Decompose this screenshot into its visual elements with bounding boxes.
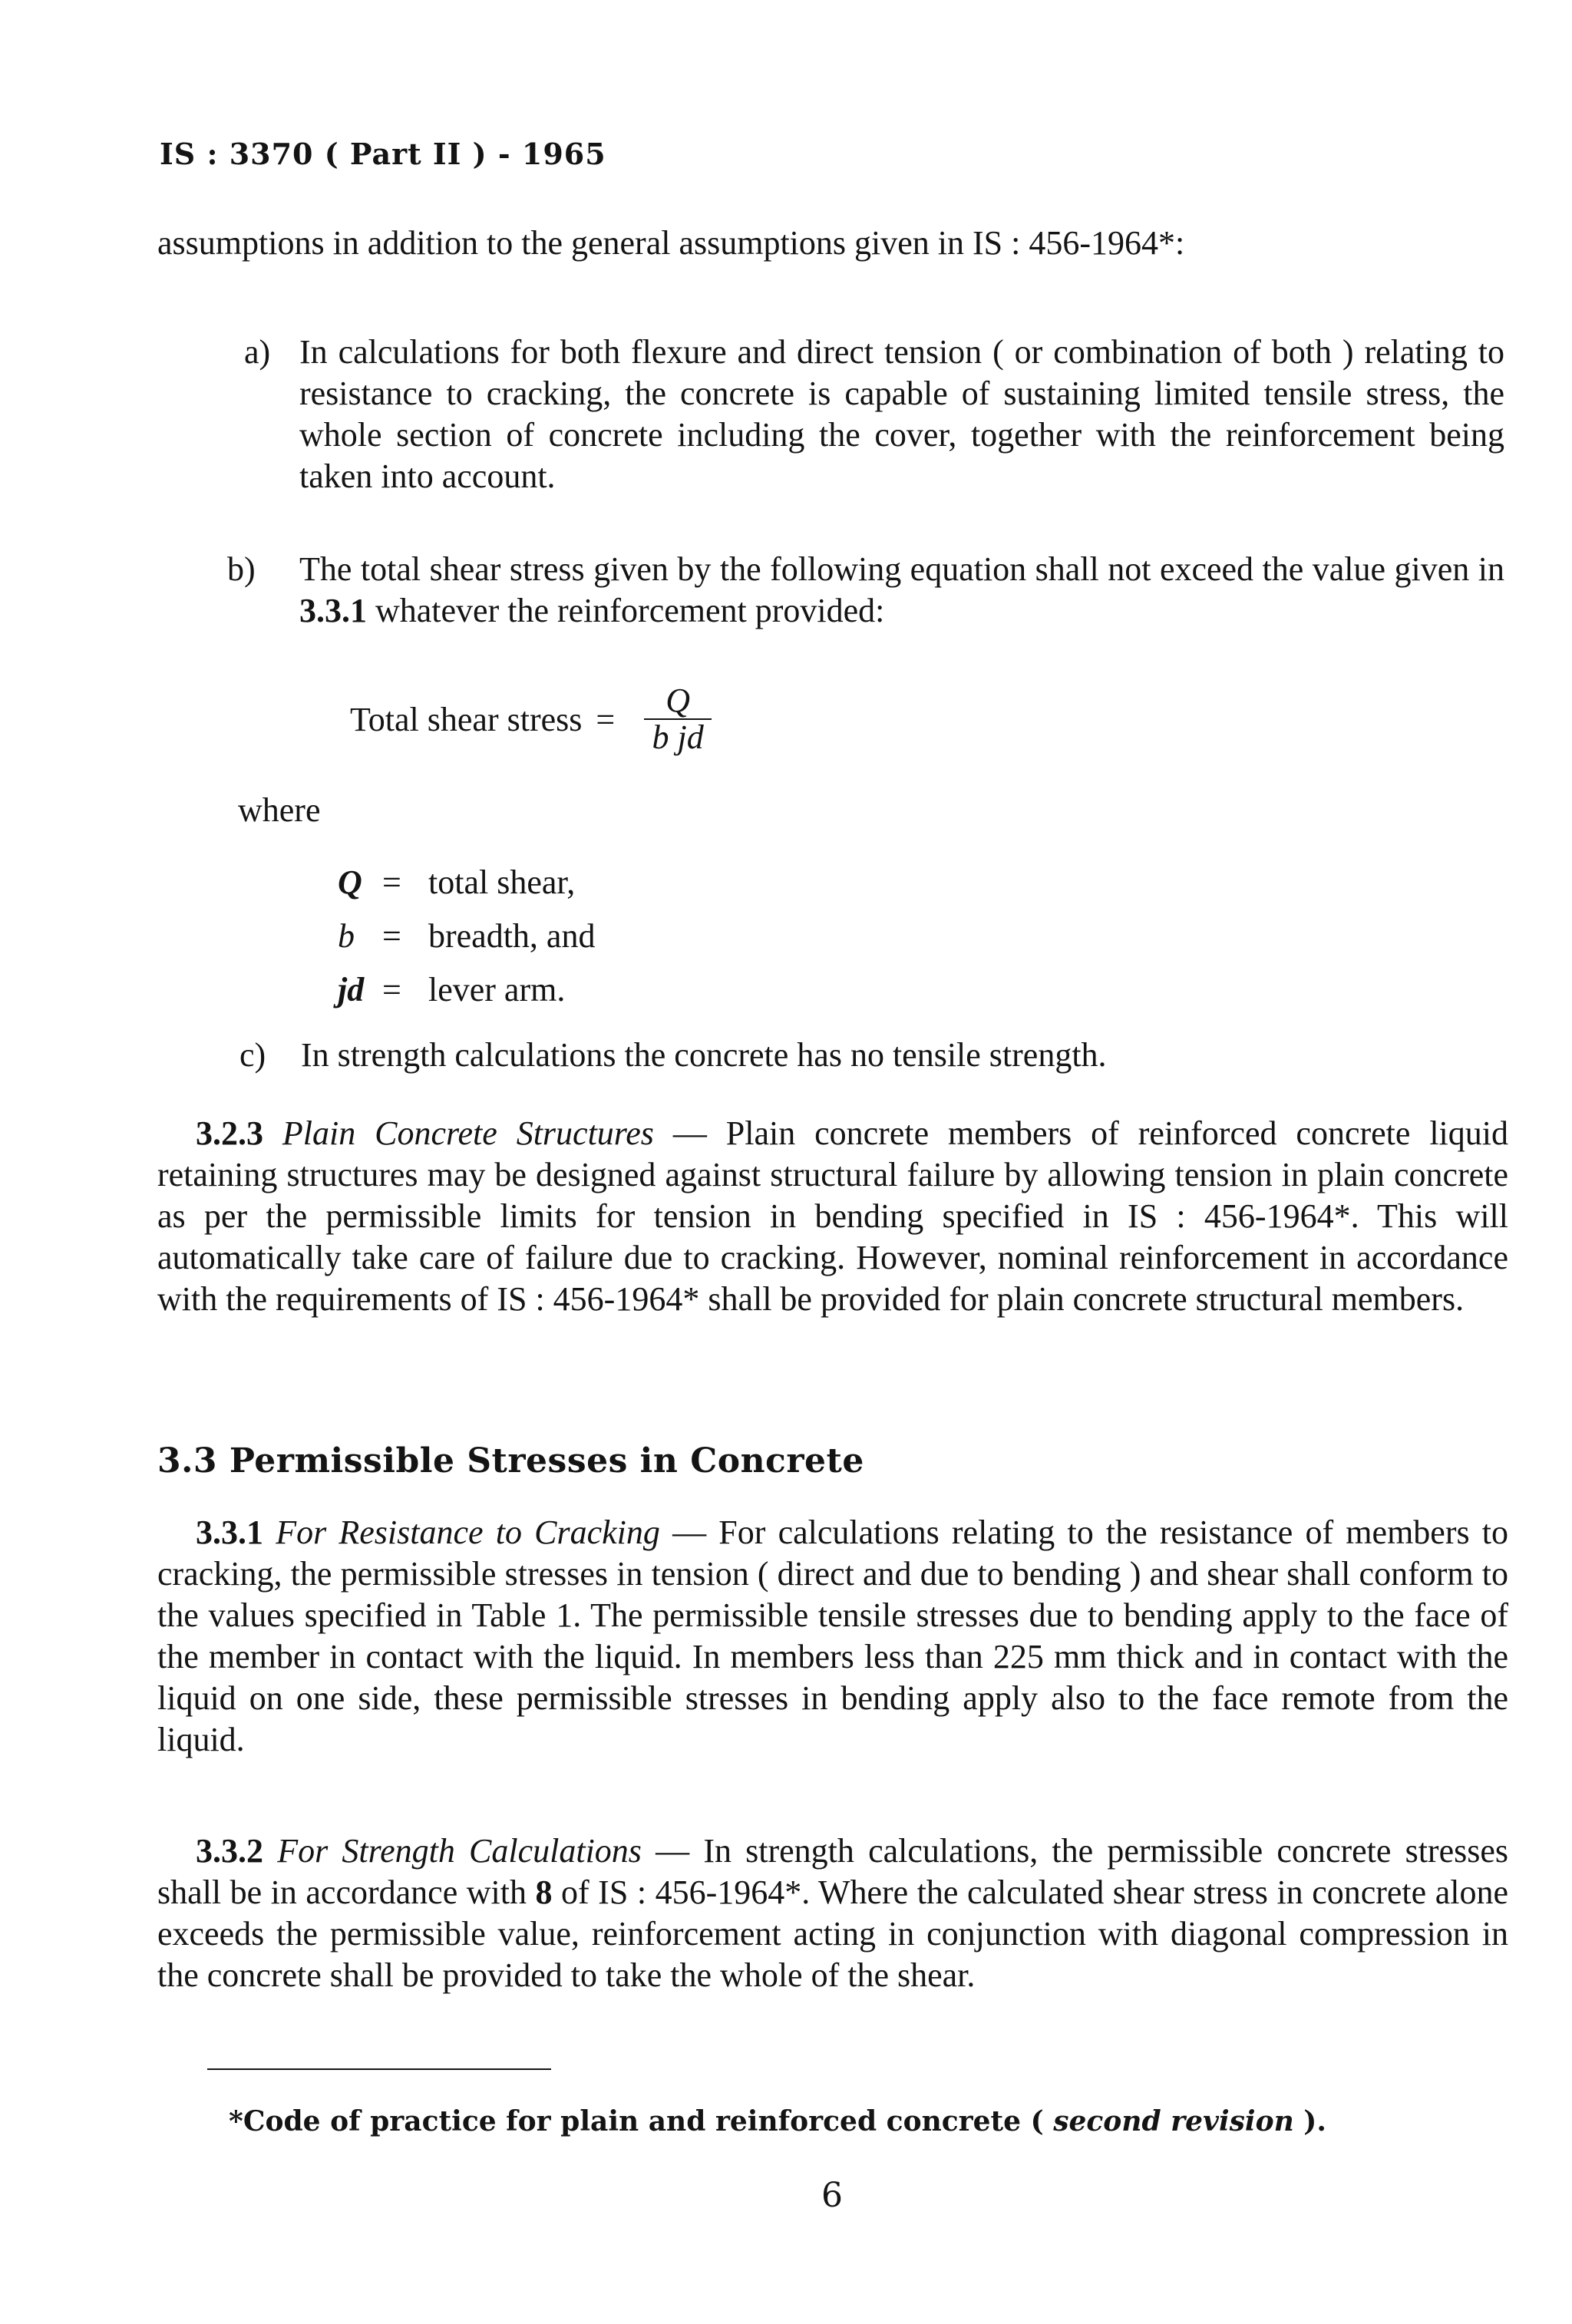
definition-symbol: Q [338,863,362,901]
section-3-2-3 [157,1113,1508,1320]
list-label: b) [227,550,256,588]
intro-paragraph: assumptions in addition to the general assumptions given in IS : 456-1964*: [157,224,1185,262]
shear-stress-formula [350,683,712,755]
definition-row [338,909,595,963]
definition-equals: = [382,917,401,955]
definition-row [338,856,595,909]
footnote-italic: second revision [1053,2105,1294,2137]
footnote-divider [207,2068,551,2070]
symbol-definitions [338,856,595,1017]
section-dash: — [659,1514,719,1551]
section-number: 3.3.2 [196,1832,263,1870]
list-text: In strength calculations the concrete has no tensile strength. [301,1036,1107,1074]
footnote-end: ). [1293,2105,1326,2137]
section-number: 3.2.3 [196,1114,263,1152]
clause-reference: 3.3.1 [299,592,367,629]
definition-symbol: jd [338,971,365,1008]
section-dash: — [641,1832,704,1870]
formula-fraction [644,683,712,755]
section-dash: — [653,1114,726,1152]
text-segment: whatever the reinforcement provided: [367,592,885,629]
definition-equals: = [382,971,401,1008]
definition-meaning: lever arm. [428,971,566,1008]
formula-lhs: Total shear stress [350,700,583,738]
definition-symbol: b [338,917,355,955]
section-3-3-1 [157,1512,1508,1761]
list-label: c) [239,1036,266,1074]
page-number: 6 [821,2176,843,2215]
fraction-numerator: Q [644,683,712,720]
section-title: For Strength Calculations [277,1832,642,1870]
clause-reference: 8 [535,1873,553,1911]
definition-meaning: total shear, [428,863,576,901]
where-label: where [238,791,321,829]
section-text: of IS : 456-1964*. Where the calculated shear stress in concrete alone exceeds the permissible value, reinforcement acting in conjunction with diagonal compression in the concrete shall be provided to take the whole of the shear. [157,1873,1508,1994]
definition-equals: = [382,863,401,901]
section-text: For calculations relating to the resistance of members to cracking, the permissible stresses in tension ( direct and due to bending ) and shear shall conform to the values specified in Table 1. The permissible tensile stresses due to bending apply to the face of the member in contact with the liquid. In members less than 225 mm thick and in contact with the liquid on one side, these permissible stresses in bending apply also to the face remote from the liquid. [157,1514,1509,1758]
text-segment: The total shear stress given by the following equation shall not exceed the value given in [299,550,1504,588]
list-text [299,549,1504,632]
page-header: IS : 3370 ( Part II ) - 1965 [160,137,606,171]
list-text: In calculations for both flexure and direct tension ( or combination of both ) relating to resistance to cracking, the concrete is capable of sustaining limited tensile stress, the whole section of concrete including the cover, together with the reinforcement being taken into account. [299,333,1504,495]
section-text: Plain concrete members of reinforced concrete liquid retaining structures may be designed against structural failure by allowing tension in plain concrete as per the permissible limits for tension in bending specified in IS : 456-1964*. This will automatically take care of failure due to cracking. However, nominal reinforcement in accordance with the requirements of IS : 456-1964* shall be provided for plain concrete structural members. [157,1114,1508,1318]
formula-equals: = [596,700,616,738]
footnote [229,2105,1326,2137]
definition-row [338,963,595,1017]
fraction-denominator: b jd [652,718,704,756]
list-label: a) [244,333,271,371]
definition-meaning: breadth, and [428,917,596,955]
section-title: Plain Concrete Structures [282,1114,654,1152]
section-3-3-2 [157,1830,1508,1996]
section-title: For Resistance to Cracking [276,1514,660,1551]
footnote-text: *Code of practice for plain and reinforced concrete ( [229,2105,1054,2137]
section-heading-3-3: 3.3 Permissible Stresses in Concrete [157,1441,864,1481]
section-number: 3.3.1 [196,1514,263,1551]
section-text: In strength calculations, the permissible concrete stresses shall be in accordance with [157,1832,1509,1911]
